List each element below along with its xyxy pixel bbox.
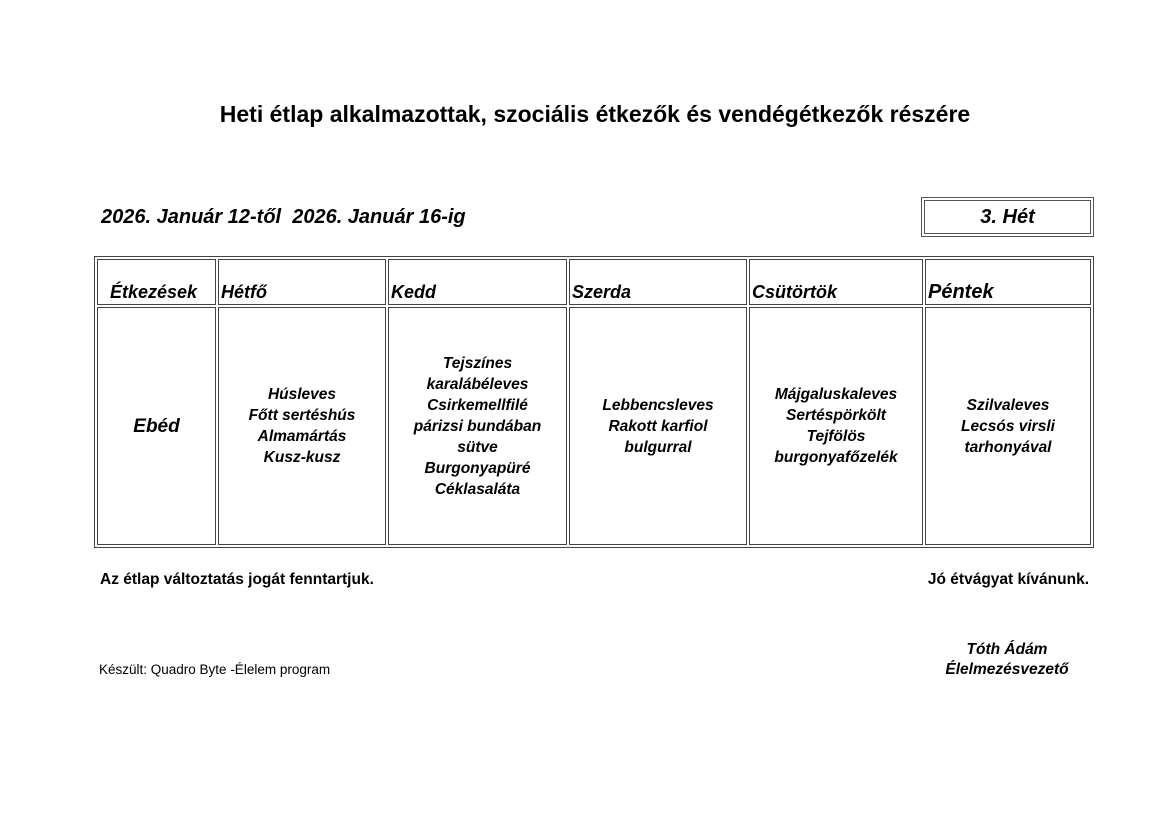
dish: Lecsós virsli [961,417,1055,435]
menu-cell-thursday [749,307,923,545]
dish: Szilvaleves [966,396,1050,414]
weekly-menu-table [94,256,1094,548]
signature-block [907,640,1107,680]
table-row [97,307,1091,545]
dish: Almamártás [257,428,347,445]
dish: Sertéspörkölt [786,407,886,424]
dish: bulgurral [624,438,692,456]
dish: Húsleves [267,386,337,403]
header-friday: Péntek [925,259,1091,305]
meal-name: Ebéd [97,307,216,545]
dish: Tejszínes [442,354,513,372]
disclaimer-note: Az étlap változtatás jogát fenntartjuk. [100,571,374,588]
dish: Csirkemellfilé [427,396,528,414]
menu-cell-monday [218,307,386,545]
dish: sütve [457,438,498,456]
dish: karalábéleves [426,375,529,393]
dish: Burgonyapüré [424,459,531,477]
page-title: Heti étlap alkalmazottak, szociális étkezők és vendégétkezők részére [219,101,971,127]
dish: Lebbencsleves [602,396,714,414]
dish: Májgaluskaleves [774,386,898,403]
header-wednesday: Szerda [569,259,747,305]
date-range: 2026. Január 12-től 2026. Január 16-ig [101,206,466,228]
header-thursday: Csütörtök [749,259,923,305]
dish: tarhonyával [964,438,1052,456]
dish: Céklasaláta [434,480,521,498]
signer-name: Tóth Ádám [966,641,1048,658]
dish: Főtt sertéshús [248,407,356,424]
header-meals: Étkezések [97,259,216,305]
menu-cell-wednesday [569,307,747,545]
menu-cell-tuesday [388,307,567,545]
header-tuesday: Kedd [388,259,567,305]
week-label: 3. Hét [924,200,1091,234]
dish: Kusz-kusz [263,449,341,466]
header-monday: Hétfő [218,259,386,305]
dish: Rakott karfiol [608,417,708,435]
table-header-row [97,259,1091,305]
greeting-note: Jó étvágyat kívánunk. [927,571,1089,588]
dish: Tejfölös [806,428,866,445]
menu-cell-friday [925,307,1091,545]
week-badge [921,197,1094,237]
software-credit: Készült: Quadro Byte -Élelem program [99,662,331,677]
signer-title: Élelmezésvezető [945,661,1069,678]
dish: burgonyafőzelék [774,449,898,466]
dish: párizsi bundában [413,417,542,435]
